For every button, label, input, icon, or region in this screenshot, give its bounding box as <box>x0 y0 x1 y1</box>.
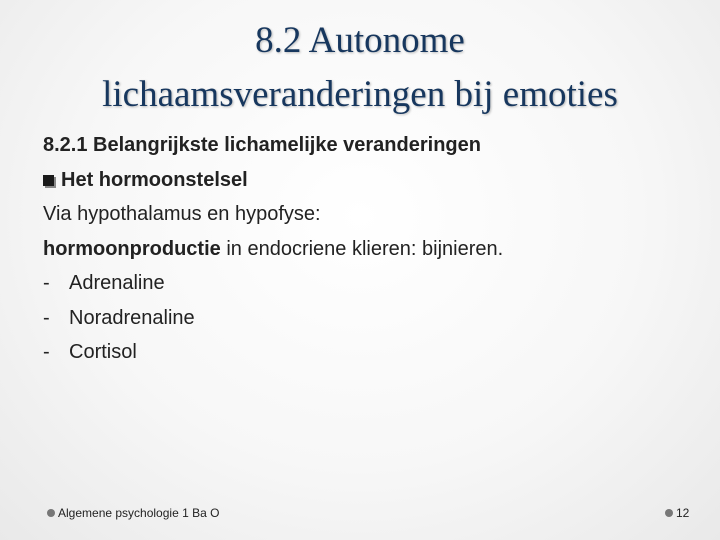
slide-title-line-1: 8.2 Autonome <box>255 20 465 61</box>
dot-icon <box>47 509 55 517</box>
footer-text: Algemene psychologie 1 Ba O <box>58 506 220 520</box>
list-item <box>43 335 693 370</box>
list-item <box>43 301 693 336</box>
slide-title <box>0 14 720 122</box>
hormone-line-rest: in endocriene klieren: bijnieren. <box>220 237 504 260</box>
square-bullet-icon <box>43 175 54 186</box>
page-number-text: 12 <box>676 506 690 520</box>
subheading: 8.2.1 Belangrijkste lichamelijke veranderingen <box>43 134 481 156</box>
dash-marker: - <box>43 341 50 363</box>
list-item-text: Cortisol <box>69 341 137 363</box>
via-line: Via hypothalamus en hypofyse: <box>43 203 321 225</box>
footer <box>47 506 219 520</box>
list-item-text: Adrenaline <box>69 272 165 294</box>
dash-marker: - <box>43 306 50 329</box>
list-item <box>43 266 693 301</box>
slide-title-line-2: lichaamsveranderingen bij emoties <box>102 74 618 115</box>
dot-icon <box>665 509 673 517</box>
dash-marker: - <box>43 272 50 294</box>
list-item-text: Noradrenaline <box>69 306 195 329</box>
hormone-line-bold: hormoonproductie <box>43 237 221 260</box>
slide-body <box>43 128 693 370</box>
bullet-heading-row <box>43 163 693 198</box>
hormone-line <box>43 232 693 267</box>
bullet-heading-text: Het hormoonstelsel <box>61 168 248 191</box>
page-number <box>665 506 689 520</box>
